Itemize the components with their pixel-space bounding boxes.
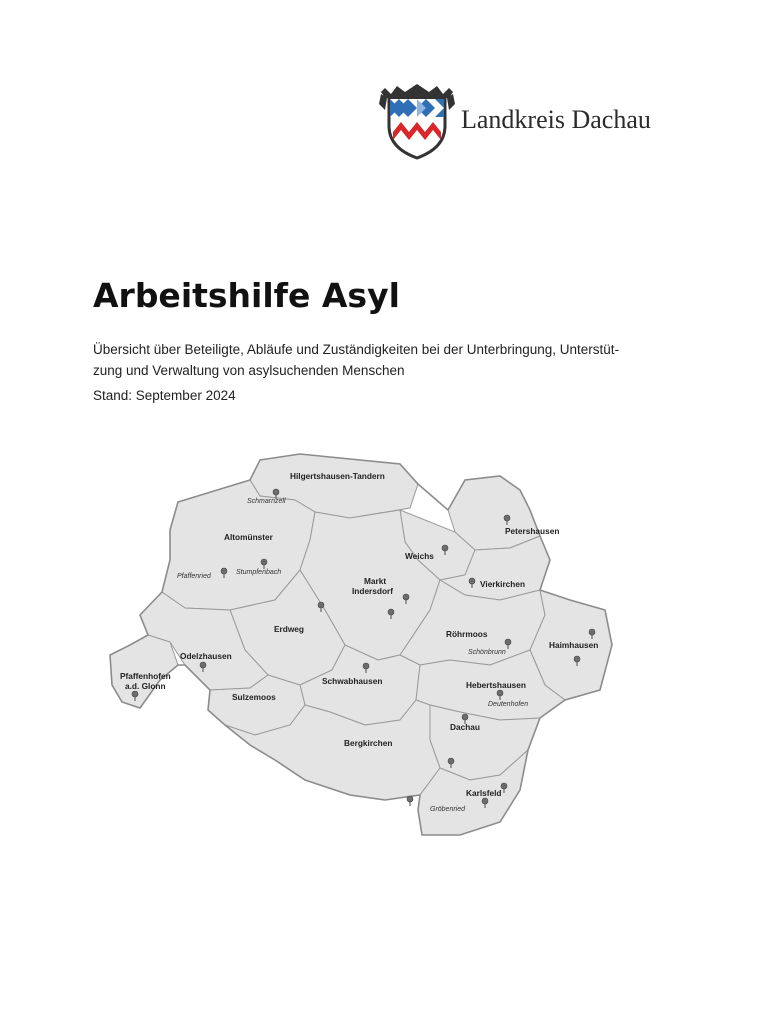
- label-altomuenster: Altomünster: [224, 532, 273, 542]
- label-dachau: Dachau: [450, 722, 480, 732]
- label-vierkirchen: Vierkirchen: [480, 579, 526, 589]
- label-indersdorf: Indersdorf: [352, 586, 394, 596]
- subtitle-line-2: zung und Verwaltung von asylsuchenden Menschen: [93, 363, 405, 378]
- label-bergkirchen: Bergkirchen: [344, 738, 393, 748]
- label-schwabhausen: Schwabhausen: [322, 676, 383, 686]
- page-title: Arbeitshilfe Asyl: [93, 276, 400, 315]
- subtitle-line-1: Übersicht über Beteiligte, Abläufe und Zuständigkeiten bei der Unterbringung, Unterstüt-: [93, 342, 620, 357]
- label-sulzemoos: Sulzemoos: [232, 692, 276, 702]
- label-petershausen: Petershausen: [505, 526, 560, 536]
- label-weichs: Weichs: [405, 551, 434, 561]
- label-schoenbrunn: Schönbrunn: [468, 649, 506, 656]
- label-hebertshausen: Hebertshausen: [466, 680, 526, 690]
- label-roehrmoos: Röhrmoos: [446, 629, 488, 639]
- label-groebenried: Gröbenried: [430, 806, 466, 813]
- label-glonn: a.d. Glonn: [125, 681, 166, 691]
- label-pfaffenhofen: Pfaffenhofen: [120, 671, 171, 681]
- stand-date: Stand: September 2024: [93, 388, 236, 403]
- label-odelzhausen: Odelzhausen: [180, 651, 232, 661]
- label-erdweg: Erdweg: [274, 624, 304, 634]
- label-stumpfenbach: Stumpfenbach: [236, 569, 282, 576]
- label-haimhausen: Haimhausen: [549, 640, 599, 650]
- district-map: [100, 450, 620, 845]
- label-deutenhofen: Deutenhofen: [488, 701, 529, 708]
- label-pfaffenried: Pfaffenried: [177, 573, 211, 580]
- subtitle: [93, 339, 673, 381]
- map-pin-icon: [407, 796, 413, 806]
- municipality-areas: [110, 454, 612, 835]
- label-hilgertshausen-tandern: Hilgertshausen-Tandern: [290, 471, 385, 481]
- coat-of-arms-icon: [377, 82, 457, 162]
- landkreis-logo: [377, 82, 677, 162]
- label-karlsfeld: Karlsfeld: [466, 788, 502, 798]
- label-schmarnzell: Schmarnzell: [247, 498, 286, 505]
- label-markt: Markt: [364, 576, 387, 586]
- logo-text: Landkreis Dachau: [461, 105, 651, 134]
